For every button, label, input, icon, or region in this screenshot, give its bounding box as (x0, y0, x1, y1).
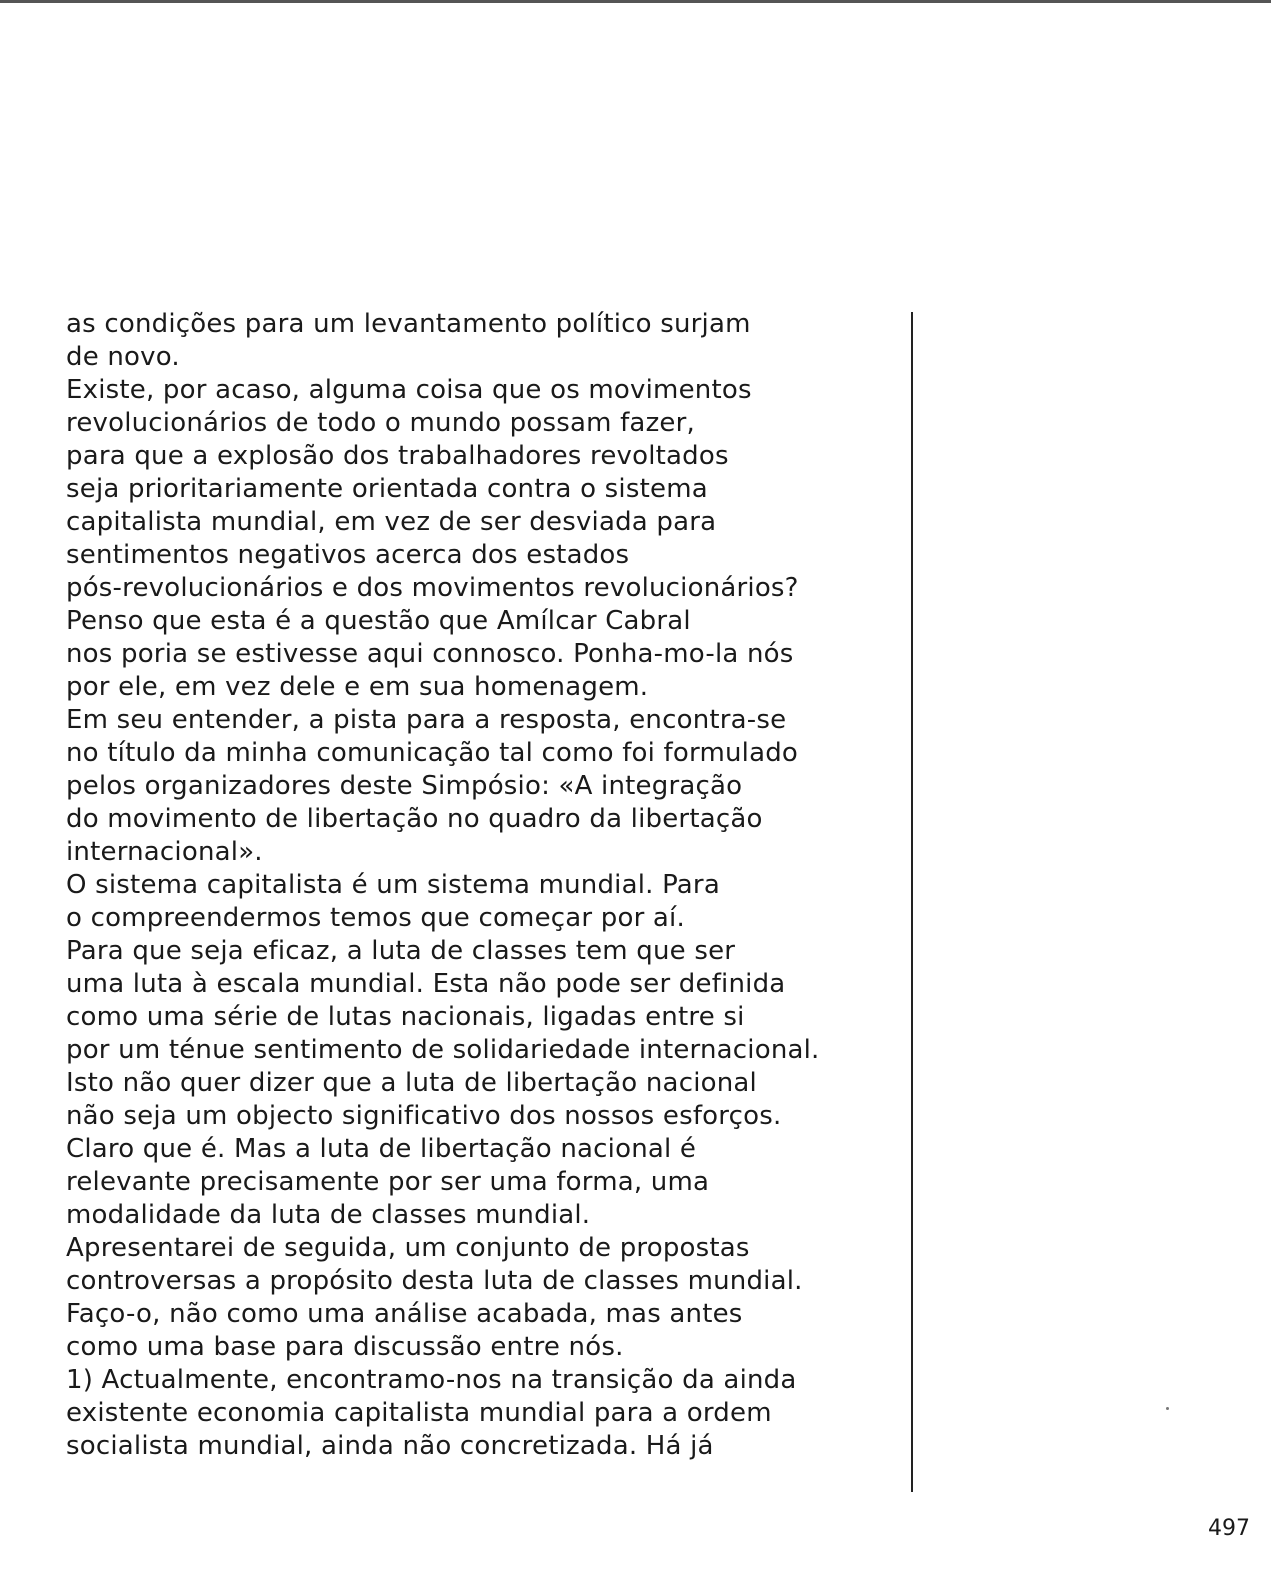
top-edge-rule (0, 0, 1271, 3)
text-line: Existe, por acaso, alguma coisa que os movimentos (66, 375, 752, 405)
text-line: seja prioritariamente orientada contra o sistema (66, 474, 708, 504)
text-line: socialista mundial, ainda não concretizada. Há já (66, 1431, 714, 1461)
margin-vertical-rule (911, 312, 913, 1492)
text-line: existente economia capitalista mundial para a ordem (66, 1398, 772, 1428)
body-text-column (66, 308, 916, 1463)
text-line: Apresentarei de seguida, um conjunto de propostas (66, 1233, 750, 1263)
text-line: controversas a propósito desta luta de classes mundial. (66, 1266, 803, 1296)
text-line: Para que seja eficaz, a luta de classes tem que ser (66, 936, 736, 966)
text-line: relevante precisamente por ser uma forma, uma (66, 1167, 710, 1197)
text-line: nos poria se estivesse aqui connosco. Ponha-mo-la nós (66, 639, 794, 669)
text-line: como uma série de lutas nacionais, ligadas entre si (66, 1002, 745, 1032)
text-line: 1) Actualmente, encontramo-nos na transição da ainda (66, 1365, 797, 1395)
text-line: por ele, em vez dele e em sua homenagem. (66, 672, 649, 702)
text-line: O sistema capitalista é um sistema mundial. Para (66, 870, 720, 900)
text-line: para que a explosão dos trabalhadores revoltados (66, 441, 729, 471)
text-line: pós-revolucionários e dos movimentos revolucionários? (66, 573, 799, 603)
text-line: revolucionários de todo o mundo possam fazer, (66, 408, 695, 438)
text-line: as condições para um levantamento político surjam (66, 309, 751, 339)
scan-speck (1166, 1407, 1169, 1410)
text-line: sentimentos negativos acerca dos estados (66, 540, 630, 570)
page-number: 497 (1208, 1516, 1250, 1541)
text-line: no título da minha comunicação tal como foi formulado (66, 738, 799, 768)
text-line: o compreendermos temos que começar por aí. (66, 903, 685, 933)
text-line: pelos organizadores deste Simpósio: «A integração (66, 771, 743, 801)
text-line: Em seu entender, a pista para a resposta, encontra-se (66, 705, 787, 735)
text-line: modalidade da luta de classes mundial. (66, 1200, 591, 1230)
text-line: como uma base para discussão entre nós. (66, 1332, 624, 1362)
text-line: por um ténue sentimento de solidariedade internacional. (66, 1035, 820, 1065)
text-line: Isto não quer dizer que a luta de libertação nacional (66, 1068, 757, 1098)
text-line: de novo. (66, 342, 180, 372)
text-line: Penso que esta é a questão que Amílcar Cabral (66, 606, 691, 636)
text-line: do movimento de libertação no quadro da libertação (66, 804, 763, 834)
text-line: não seja um objecto significativo dos nossos esforços. (66, 1101, 782, 1131)
text-line: Claro que é. Mas a luta de libertação nacional é (66, 1134, 697, 1164)
text-line: capitalista mundial, em vez de ser desviada para (66, 507, 717, 537)
text-line: uma luta à escala mundial. Esta não pode ser definida (66, 969, 786, 999)
text-line: internacional». (66, 837, 263, 867)
text-line: Faço-o, não como uma análise acabada, mas antes (66, 1299, 743, 1329)
